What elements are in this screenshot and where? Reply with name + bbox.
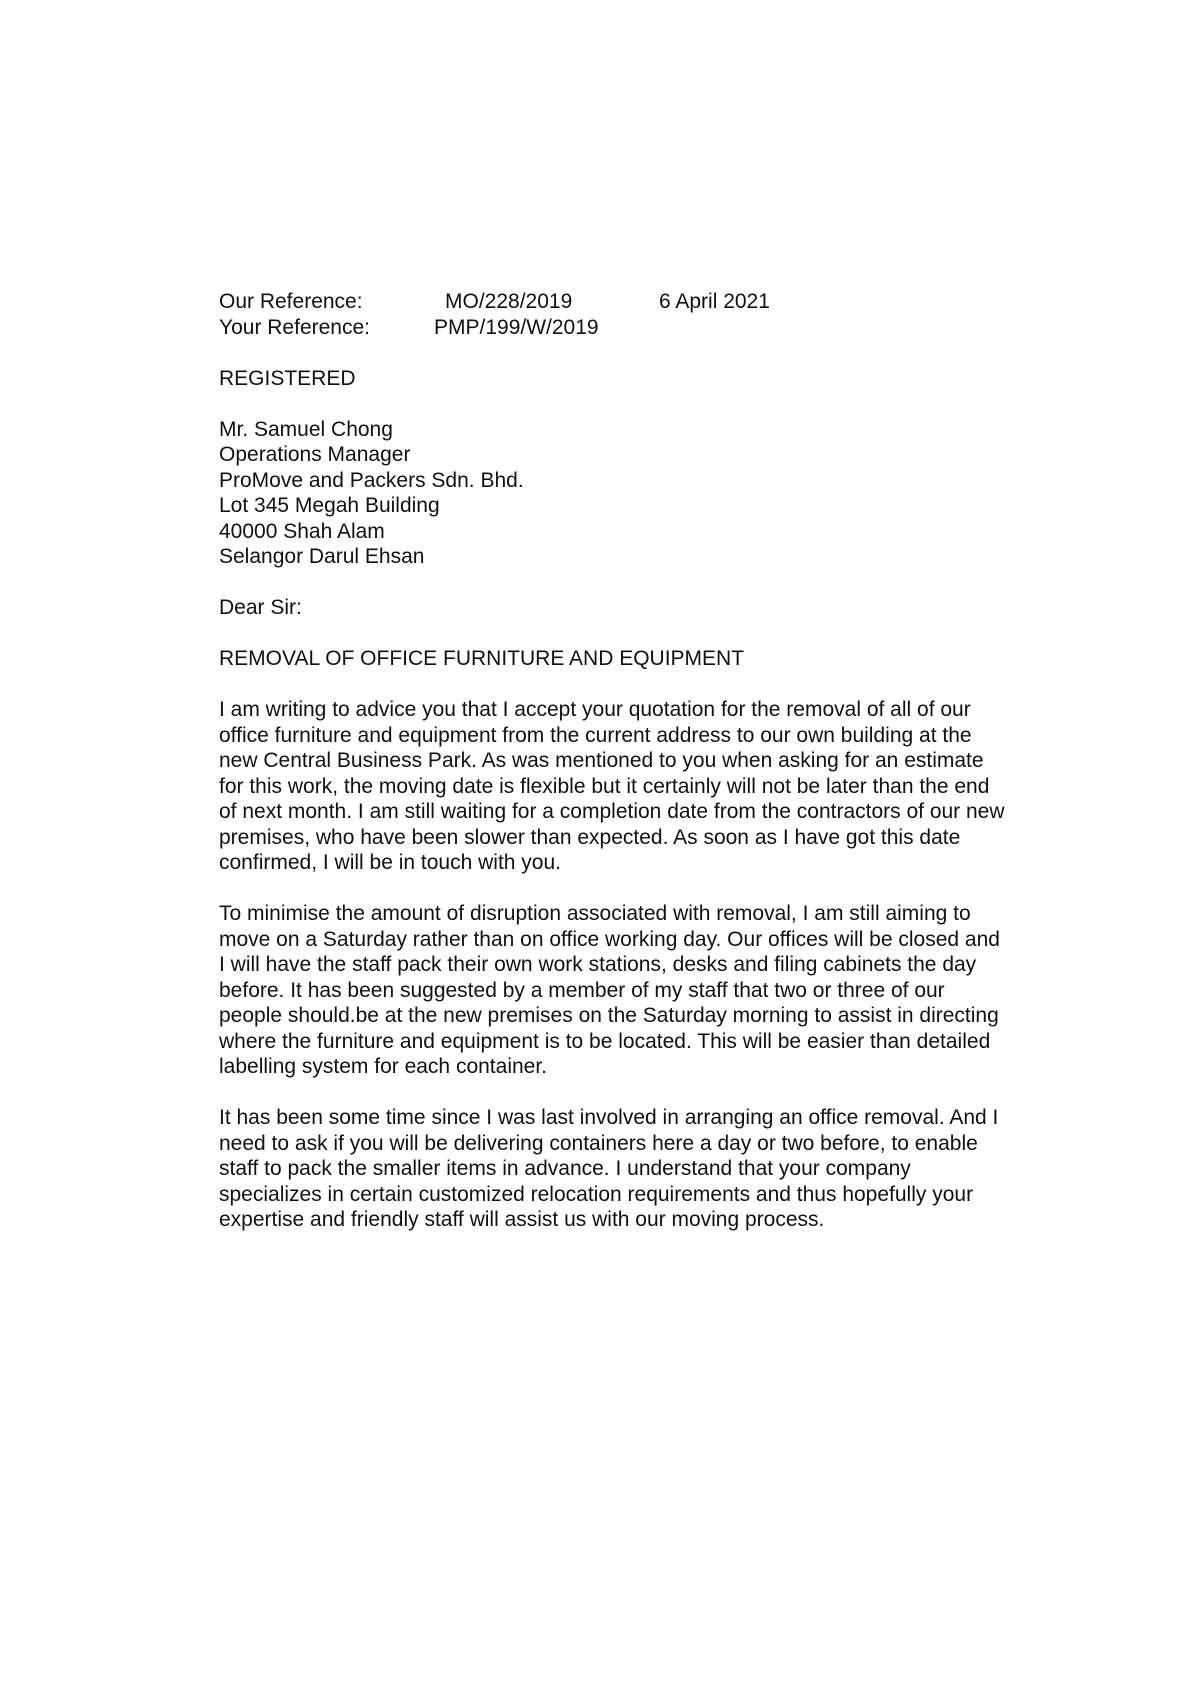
our-reference-row: [219, 289, 1089, 315]
recipient-address: [219, 417, 1089, 570]
recipient-title: Operations Manager: [219, 443, 411, 466]
paragraph-line: where the furniture and equipment is to be located. This will be easier than detailed: [219, 1029, 991, 1053]
letter-date: 6 April 2021: [659, 290, 770, 313]
paragraph-line: It has been some time since I was last involved in arranging an office removal. And I: [219, 1106, 999, 1129]
our-reference-label: Our Reference:: [219, 290, 363, 313]
letter-body: [219, 289, 1089, 1233]
paragraph-line: office furniture and equipment from the current address to our own building at the: [219, 723, 972, 747]
paragraph-line: specializes in certain customized relocation requirements and thus hopefully your: [219, 1182, 974, 1206]
paragraph-line: labelling system for each container.: [219, 1055, 548, 1078]
paragraph-line: premises, who have been slower than expected. As soon as I have got this date: [219, 825, 961, 849]
paragraph-line: people should.be at the new premises on the Saturday morning to assist in directing: [219, 1004, 999, 1027]
salutation: Dear Sir:: [219, 596, 302, 619]
paragraph-line: I will have the staff pack their own work stations, desks and filing cabinets the day: [219, 953, 977, 976]
delivery-method: REGISTERED: [219, 366, 356, 390]
paragraph-line: for this work, the moving date is flexible but it certainly will not be later than the end: [219, 774, 990, 798]
paragraph-line: new Central Business Park. As was mentioned to you when asking for an estimate: [219, 749, 984, 772]
paragraph-line: move on a Saturday rather than on office working day. Our offices will be closed and: [219, 927, 1000, 951]
our-reference-value: MO/228/2019: [445, 290, 573, 313]
paragraph-line: confirmed, I will be in touch with you.: [219, 851, 561, 874]
body-paragraph-3: [219, 1105, 1089, 1233]
body-paragraph-1: [219, 697, 1089, 876]
your-reference-row: [219, 315, 1089, 341]
paragraph-line: of next month. I am still waiting for a completion date from the contractors of our new: [219, 800, 1005, 823]
recipient-address-line2: 40000 Shah Alam: [219, 519, 385, 543]
recipient-address-line1: Lot 345 Megah Building: [219, 494, 440, 517]
paragraph-line: staff to pack the smaller items in advance. I understand that your company: [219, 1157, 911, 1180]
recipient-name: Mr. Samuel Chong: [219, 417, 393, 441]
paragraph-line: expertise and friendly staff will assist us with our moving process.: [219, 1208, 825, 1231]
recipient-company: ProMove and Packers Sdn. Bhd.: [219, 468, 524, 492]
your-reference-value: PMP/199/W/2019: [434, 315, 599, 339]
paragraph-line: I am writing to advice you that I accept your quotation for the removal of all of our: [219, 698, 971, 721]
paragraph-line: need to ask if you will be delivering containers here a day or two before, to enable: [219, 1131, 978, 1155]
your-reference-label: Your Reference:: [219, 315, 370, 339]
paragraph-line: before. It has been suggested by a member of my staff that two or three of our: [219, 978, 945, 1002]
body-paragraph-2: [219, 901, 1089, 1080]
paragraph-line: To minimise the amount of disruption associated with removal, I am still aiming to: [219, 902, 971, 925]
recipient-address-line3: Selangor Darul Ehsan: [219, 545, 425, 568]
subject-line: REMOVAL OF OFFICE FURNITURE AND EQUIPMENT: [219, 647, 745, 670]
